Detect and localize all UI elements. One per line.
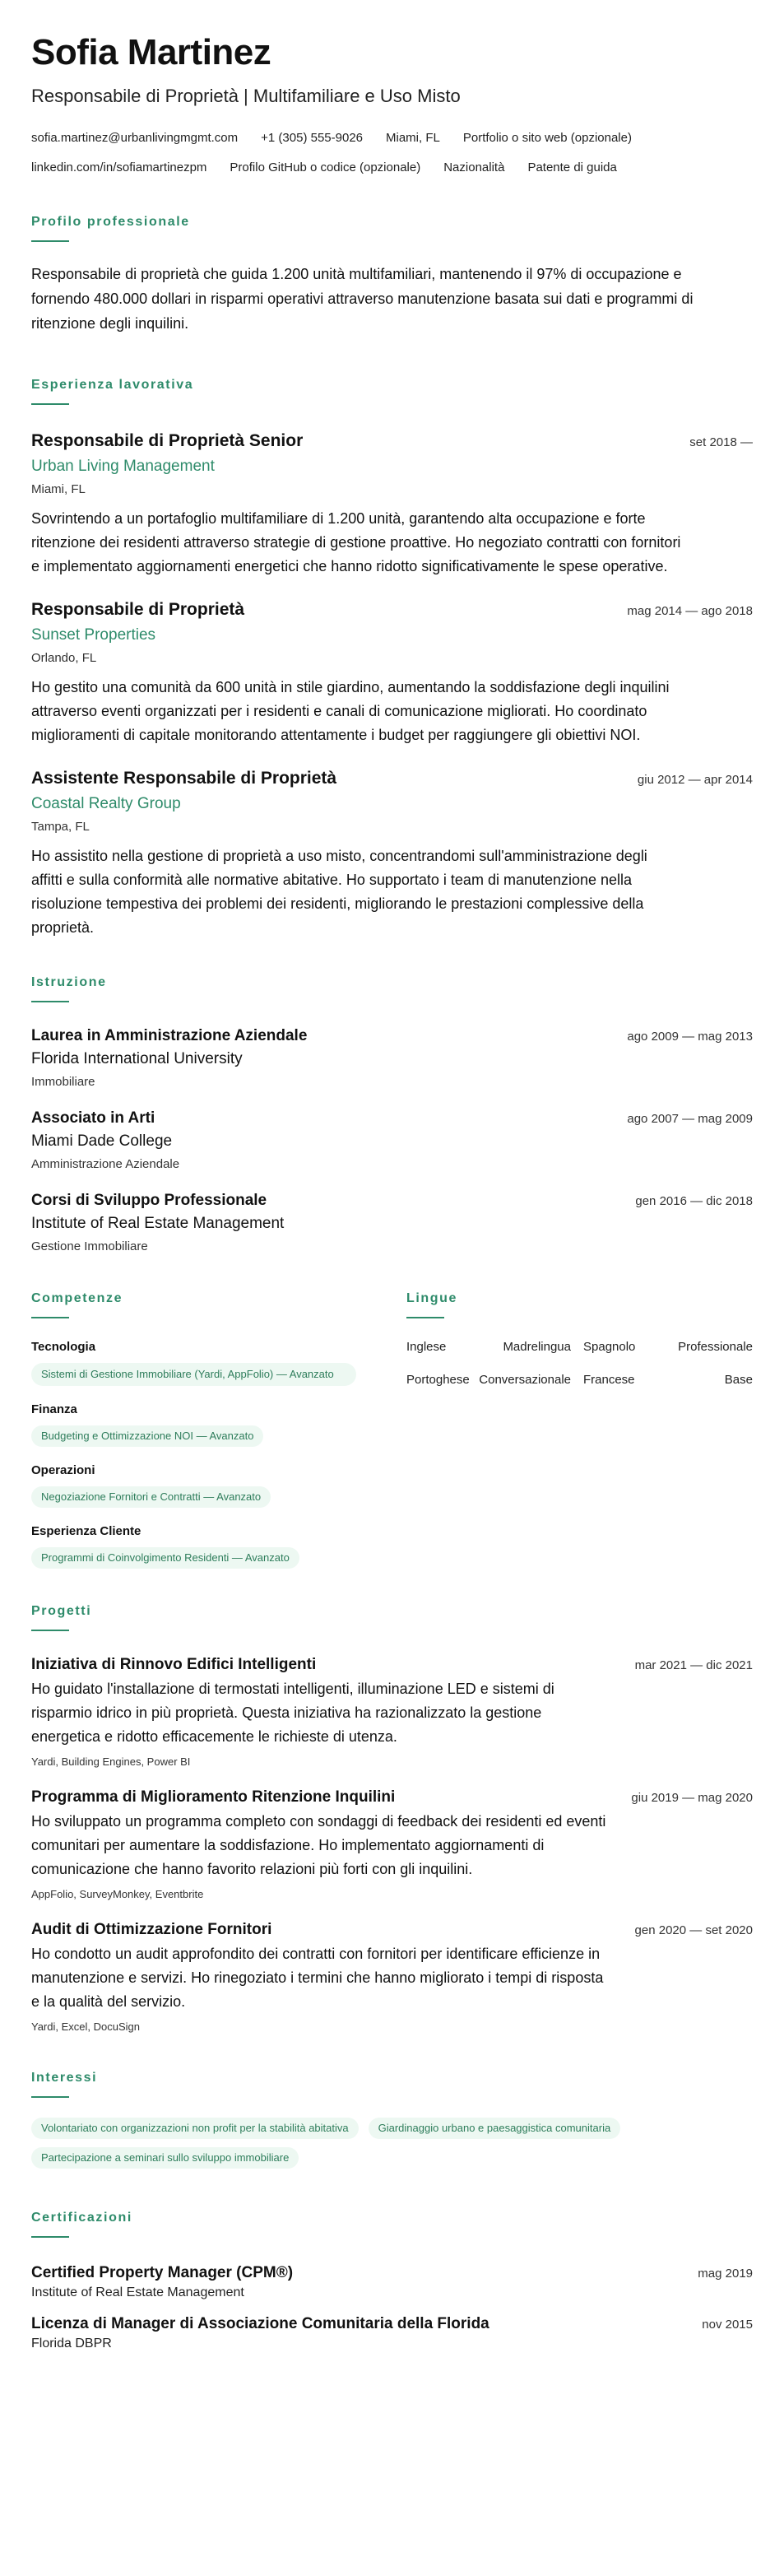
job-date: mag 2014 — ago 2018	[627, 604, 753, 618]
job-title: Responsabile di Proprietà	[31, 600, 245, 619]
project-entry	[31, 1919, 753, 2035]
job-title: Responsabile di Proprietà Senior	[31, 431, 304, 450]
language-item	[406, 1338, 571, 1356]
language-name: Portoghese	[406, 1373, 470, 1387]
interests-section	[31, 2070, 753, 2177]
experience-entry	[31, 430, 753, 579]
skill-chip: Programmi di Coinvolgimento Residenti — Avanzato	[31, 1547, 299, 1569]
certification-issuer: Institute of Real Estate Management	[31, 2285, 244, 2299]
job-location: Miami, FL	[31, 482, 86, 496]
section-divider	[31, 1630, 69, 1631]
job-date: giu 2012 — apr 2014	[637, 773, 753, 787]
skills-section	[31, 1290, 406, 1569]
certifications-section	[31, 2210, 753, 2353]
interest-chip: Partecipazione a seminari sullo sviluppo immobiliare	[31, 2147, 299, 2169]
section-title: Istruzione	[31, 975, 107, 989]
language-level: Conversazionale	[479, 1373, 571, 1387]
project-tools: AppFolio, SurveyMonkey, Eventbrite	[31, 1888, 204, 1900]
section-divider	[31, 240, 69, 242]
language-level: Professionale	[678, 1340, 753, 1354]
contact-list	[31, 123, 753, 183]
job-description: Ho assistito nella gestione di proprietà a uso misto, concentrandomi sull'amministrazione degli affitti e sulla conformità alle normative abitative. Ho supportato i team di manutenzione nella risoluzione tempestiva dei problemi dei residenti, migliorando le prestazioni complessive della proprietà.	[31, 848, 647, 936]
project-entry	[31, 1787, 753, 1903]
field-of-study: Immobiliare	[31, 1075, 95, 1089]
experience-section	[31, 377, 753, 940]
section-title: Esperienza lavorativa	[31, 378, 194, 392]
project-title: Iniziativa di Rinnovo Edifici Intelligenti	[31, 1656, 317, 1673]
contact-github[interactable]: Profilo GitHub o codice (opzionale)	[230, 160, 421, 174]
institution-name: Institute of Real Estate Management	[31, 1215, 285, 1232]
project-date: gen 2020 — set 2020	[634, 1923, 753, 1937]
summary-section	[31, 214, 753, 336]
job-description: Ho gestito una comunità da 600 unità in stile giardino, aumentando la soddisfazione degli inquilini attraverso eventi organizzati per i residenti e canali di comunicazione migliorati. Ho coordinato miglioramenti di capitale monitorando attentamente i budget per raggiungere gli obiettivi NOI.	[31, 679, 670, 743]
institution-name: Miami Dade College	[31, 1132, 173, 1150]
education-entry	[31, 1190, 753, 1256]
skill-group	[31, 1523, 406, 1569]
skill-chip: Negoziazione Fornitori e Contratti — Avanzato	[31, 1486, 271, 1508]
project-tools: Yardi, Building Engines, Power BI	[31, 1755, 191, 1768]
certification-entry	[31, 2313, 753, 2353]
project-title: Programma di Miglioramento Ritenzione Inquilini	[31, 1788, 396, 1806]
language-row	[406, 1371, 753, 1389]
job-location: Orlando, FL	[31, 651, 97, 665]
contact-portfolio[interactable]: Portfolio o sito web (opzionale)	[462, 131, 632, 145]
degree-title: Corsi di Sviluppo Professionale	[31, 1192, 267, 1209]
job-location: Tampa, FL	[31, 820, 90, 834]
skill-group	[31, 1338, 406, 1386]
job-date: set 2018 —	[689, 435, 753, 449]
languages-section	[406, 1290, 753, 1569]
language-level: Madrelingua	[503, 1340, 571, 1354]
section-title: Interessi	[31, 2071, 98, 2085]
skill-chip: Budgeting e Ottimizzazione NOI — Avanzato	[31, 1425, 263, 1447]
certification-date: mag 2019	[698, 2267, 753, 2281]
field-of-study: Gestione Immobiliare	[31, 1239, 148, 1253]
interest-list	[31, 2118, 753, 2177]
certification-entry	[31, 2262, 753, 2302]
section-divider	[31, 1317, 69, 1318]
degree-title: Associato in Arti	[31, 1109, 155, 1127]
institution-name: Florida International University	[31, 1050, 243, 1067]
skill-category: Operazioni	[31, 1463, 95, 1477]
experience-entry	[31, 767, 753, 940]
company-name: Sunset Properties	[31, 626, 156, 644]
project-date: giu 2019 — mag 2020	[631, 1791, 753, 1805]
language-item	[583, 1371, 753, 1389]
skill-group	[31, 1401, 406, 1447]
certification-title: Certified Property Manager (CPM®)	[31, 2264, 294, 2281]
interest-chip: Volontariato con organizzazioni non profit per la stabilità abitativa	[31, 2118, 359, 2139]
skill-chip: Sistemi di Gestione Immobiliare (Yardi, AppFolio) — Avanzato	[31, 1363, 356, 1386]
education-entry	[31, 1025, 753, 1091]
skill-group	[31, 1462, 406, 1508]
education-section	[31, 974, 753, 1256]
section-title: Competenze	[31, 1291, 123, 1305]
contact-nationality: Nazionalità	[443, 160, 505, 174]
language-name: Spagnolo	[583, 1340, 636, 1354]
candidate-name: Sofia Martinez	[31, 32, 271, 72]
skills-languages-row	[31, 1290, 753, 1569]
section-title: Progetti	[31, 1604, 92, 1618]
summary-text: Responsabile di proprietà che guida 1.200 unità multifamiliari, mantenendo il 97% di occupazione e fornendo 480.000 dollari in risparmi operativi attraverso manutenzione basata sui dati e programmi di ritenzione degli inquilini.	[31, 266, 694, 332]
section-divider	[406, 1317, 444, 1318]
skill-category: Finanza	[31, 1402, 77, 1416]
section-divider	[31, 1001, 69, 1002]
project-description: Ho sviluppato un programma completo con sondaggi di feedback dei residenti ed eventi comunitari per aumentare la soddisfazione. Ho implementato aggiornamenti di comunicazione che hanno favorito relazioni più forti con gli inquilini.	[31, 1813, 606, 1877]
language-item	[406, 1371, 571, 1389]
certification-date: nov 2015	[702, 2318, 753, 2332]
section-divider	[31, 403, 69, 405]
contact-phone[interactable]: +1 (305) 555-9026	[261, 131, 364, 145]
projects-section	[31, 1603, 753, 2035]
contact-linkedin[interactable]: linkedin.com/in/sofiamartinezpm	[31, 160, 207, 174]
company-name: Urban Living Management	[31, 458, 215, 475]
language-name: Inglese	[406, 1340, 447, 1354]
project-date: mar 2021 — dic 2021	[634, 1658, 753, 1672]
contact-email[interactable]: sofia.martinez@urbanlivingmgmt.com	[31, 131, 239, 145]
education-entry	[31, 1108, 753, 1174]
certification-issuer: Florida DBPR	[31, 2337, 112, 2350]
section-title: Lingue	[406, 1291, 458, 1305]
project-description: Ho guidato l'installazione di termostati intelligenti, illuminazione LED e sistemi di risparmio idrico in più proprietà. Questa iniziativa ha razionalizzato la gestione energetica e ridotto efficacemente le richieste di utenza.	[31, 1681, 554, 1745]
experience-entry	[31, 598, 753, 747]
project-description: Ho condotto un audit approfondito dei contratti con fornitori per identificare efficienze in manutenzione e servizi. Ho rinegoziato i termini che hanno migliorato i tempi di risposta e la qualità del servizio.	[31, 1946, 604, 2010]
field-of-study: Amministrazione Aziendale	[31, 1157, 180, 1171]
project-entry	[31, 1654, 753, 1770]
job-title: Assistente Responsabile di Proprietà	[31, 769, 337, 788]
section-title: Certificazioni	[31, 2211, 132, 2225]
language-item	[583, 1338, 753, 1356]
degree-title: Laurea in Amministrazione Aziendale	[31, 1027, 308, 1044]
education-date: ago 2007 — mag 2009	[627, 1112, 753, 1126]
contact-driving-license: Patente di guida	[527, 160, 617, 174]
language-level: Base	[724, 1373, 753, 1387]
skill-category: Esperienza Cliente	[31, 1524, 141, 1538]
section-title: Profilo professionale	[31, 215, 190, 229]
project-tools: Yardi, Excel, DocuSign	[31, 2020, 140, 2033]
language-row	[406, 1338, 753, 1356]
candidate-headline: Responsabile di Proprietà | Multifamiliare e Uso Misto	[31, 86, 461, 106]
section-divider	[31, 2096, 69, 2098]
job-description: Sovrintendo a un portafoglio multifamiliare di 1.200 unità, garantendo alta occupazione e forte ritenzione dei residenti attraverso strategie di gestione proattive. Ho negoziato contratti con fornitori e implementato aggiornamenti energetici che hanno ridotto significativamente le spese operative.	[31, 510, 681, 574]
section-divider	[31, 2236, 69, 2238]
education-date: gen 2016 — dic 2018	[635, 1194, 753, 1208]
company-name: Coastal Realty Group	[31, 795, 181, 812]
language-name: Francese	[583, 1373, 635, 1387]
skill-category: Tecnologia	[31, 1340, 96, 1354]
contact-location: Miami, FL	[386, 131, 440, 145]
education-date: ago 2009 — mag 2013	[627, 1030, 753, 1044]
certification-title: Licenza di Manager di Associazione Comunitaria della Florida	[31, 2315, 489, 2332]
interest-chip: Giardinaggio urbano e paesaggistica comunitaria	[369, 2118, 621, 2139]
project-title: Audit di Ottimizzazione Fornitori	[31, 1921, 272, 1938]
